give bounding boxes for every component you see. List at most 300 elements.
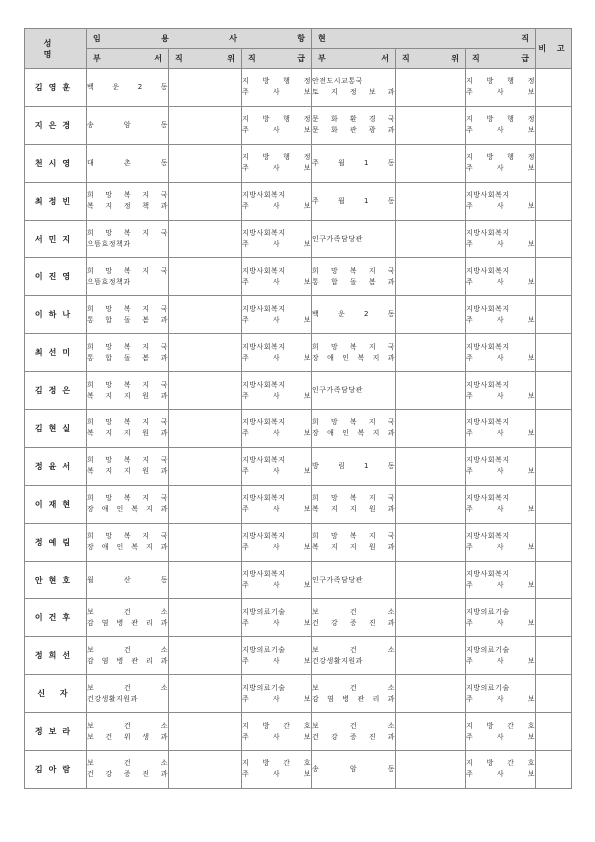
- cur_grade-line: 지방사회복지: [466, 494, 510, 503]
- new_dept-line: 감 염 병 관 리 과: [87, 656, 168, 665]
- new_grade-line: 지방사회복지: [242, 456, 286, 465]
- cur-position-cell: [396, 599, 466, 637]
- new_grade-line: 지 방 행 정: [242, 115, 312, 124]
- new_dept-line: 복 지 지 원 과: [87, 467, 168, 476]
- table-row: [25, 599, 572, 637]
- new-grade-cell: [242, 447, 312, 485]
- cur-position-cell: [396, 296, 466, 334]
- cur-position-cell: [396, 182, 466, 220]
- new_dept-line: 보 건 위 생 과: [87, 732, 168, 741]
- cur_dept-line: 인구가족담당관: [312, 386, 363, 395]
- new-position-cell: [169, 296, 242, 334]
- header-current-text: 현 직: [318, 34, 530, 43]
- new-position-cell: [169, 220, 242, 258]
- new_grade-line: 지방사회복지: [242, 380, 286, 389]
- cur_dept-line: 문 화 관 광 과: [312, 126, 396, 135]
- cur_dept-line: 문 화 환 경 국: [312, 115, 396, 124]
- table-row: [25, 675, 572, 713]
- note-cell: [536, 220, 572, 258]
- cur_dept-line: 토 지 정 보 과: [312, 88, 396, 97]
- cur-dept-cell: [312, 410, 396, 448]
- new-position-cell: [169, 485, 242, 523]
- employee-name: 서민지: [25, 220, 87, 258]
- new-grade-cell: [242, 675, 312, 713]
- new_grade-line: 주 사 보: [242, 770, 312, 779]
- note-cell: [536, 713, 572, 751]
- header-new-dept-text: 부 서: [93, 54, 162, 63]
- new_grade-line: 주 사 보: [242, 240, 312, 248]
- cur-grade-cell: [466, 713, 536, 751]
- table-row: [25, 144, 572, 182]
- cur_dept-line: 건 강 증 진 과: [312, 732, 396, 741]
- table-row: [25, 69, 572, 107]
- new_grade-line: 주 사 보: [242, 315, 312, 324]
- new-dept-cell: [87, 334, 169, 372]
- new_grade-line: 주 사 보: [242, 543, 312, 552]
- table-row: [25, 637, 572, 675]
- header-appointment: [87, 29, 312, 49]
- table-row: [25, 410, 572, 448]
- cur-dept-cell: [312, 144, 396, 182]
- header-new-dept: [87, 49, 169, 69]
- cur_dept-line: 통 합 돌 봄 과: [312, 277, 396, 286]
- new_dept-line: 대 촌 동: [87, 158, 168, 167]
- new-position-cell: [169, 561, 242, 599]
- new_grade-line: 주 사 보: [242, 581, 312, 590]
- note-cell: [536, 675, 572, 713]
- new-grade-cell: [242, 599, 312, 637]
- cur_grade-line: 주 사 보: [466, 770, 536, 779]
- new-position-cell: [169, 372, 242, 410]
- cur_grade-line: 주 사 보: [466, 694, 536, 703]
- new_grade-line: 주 사 보: [242, 126, 312, 135]
- cur-grade-cell: [466, 410, 536, 448]
- employee-name: 최정빈: [25, 182, 87, 220]
- header-note: 비 고: [536, 29, 572, 69]
- note-cell: [536, 182, 572, 220]
- employee-name: 이하나: [25, 296, 87, 334]
- header-new-position: [169, 49, 242, 69]
- cur_grade-line: 주 사 보: [466, 391, 536, 400]
- cur-position-cell: [396, 447, 466, 485]
- new-position-cell: [169, 751, 242, 789]
- new_dept-line: 통 합 돌 봄 과: [87, 353, 168, 362]
- new_dept-line: 보 건 소: [87, 683, 168, 692]
- note-cell: [536, 69, 572, 107]
- new_grade-line: 지방사회복지: [242, 570, 286, 579]
- employee-name: 김현실: [25, 410, 87, 448]
- new_grade-line: 지방사회복지: [242, 532, 286, 541]
- cur_grade-line: 주 사 보: [466, 240, 536, 248]
- table-row: [25, 296, 572, 334]
- note-cell: [536, 144, 572, 182]
- table-row: [25, 561, 572, 599]
- cur_dept-line: 희 망 복 지 국: [312, 266, 396, 275]
- new_grade-line: 주 사 보: [242, 618, 312, 627]
- cur-dept-cell: [312, 561, 396, 599]
- new_grade-line: 지방사회복지: [242, 418, 286, 427]
- cur_dept-line: 인구가족담당관: [312, 234, 363, 243]
- cur-position-cell: [396, 637, 466, 675]
- new_grade-line: 지 방 행 정: [242, 77, 312, 86]
- cur_grade-line: 지방사회복지: [466, 456, 510, 465]
- new-dept-cell: [87, 258, 169, 296]
- new-grade-cell: [242, 144, 312, 182]
- note-cell: [536, 410, 572, 448]
- cur_grade-line: 주 사 보: [466, 732, 536, 741]
- cur-dept-cell: [312, 372, 396, 410]
- cur_grade-line: 주 사 보: [466, 315, 536, 324]
- new-position-cell: [169, 599, 242, 637]
- cur-dept-cell: [312, 599, 396, 637]
- cur-grade-cell: [466, 182, 536, 220]
- new-grade-cell: [242, 523, 312, 561]
- new_dept-line: 복 지 지 원 과: [87, 391, 168, 400]
- new-position-cell: [169, 675, 242, 713]
- cur_grade-line: 지방사회복지: [466, 191, 510, 200]
- new_grade-line: 주 사 보: [242, 429, 312, 438]
- new_grade-line: 주 사 보: [242, 88, 312, 97]
- cur_dept-line: 보 건 소: [312, 683, 396, 692]
- new-grade-cell: [242, 258, 312, 296]
- new-dept-cell: [87, 675, 169, 713]
- new-position-cell: [169, 334, 242, 372]
- cur-position-cell: [396, 523, 466, 561]
- new-position-cell: [169, 258, 242, 296]
- cur_dept-line: 건 강 증 진 과: [312, 618, 396, 627]
- header-new-grade-text: 직 급: [248, 54, 306, 63]
- cur-grade-cell: [466, 485, 536, 523]
- cur-dept-cell: [312, 69, 396, 107]
- cur_grade-line: 지 방 행 정: [466, 115, 536, 124]
- new-grade-cell: [242, 296, 312, 334]
- new-dept-cell: [87, 751, 169, 789]
- new_grade-line: 지방의료기술: [242, 683, 286, 692]
- new-dept-cell: [87, 713, 169, 751]
- new_grade-line: 주 사 보: [242, 277, 312, 286]
- note-cell: [536, 637, 572, 675]
- cur-position-cell: [396, 372, 466, 410]
- cur-dept-cell: [312, 258, 396, 296]
- note-cell: [536, 447, 572, 485]
- new_grade-line: 주 사 보: [242, 164, 312, 173]
- cur_grade-line: 지 방 간 호: [466, 721, 536, 730]
- cur-grade-cell: [466, 144, 536, 182]
- new_dept-line: 희 망 복 지 국: [87, 266, 168, 275]
- cur-dept-cell: [312, 447, 396, 485]
- cur_dept-line: 감 염 병 관 리 과: [312, 694, 396, 703]
- new-position-cell: [169, 182, 242, 220]
- cur_grade-line: 지 방 행 정: [466, 153, 536, 162]
- employee-name: 정윤서: [25, 447, 87, 485]
- cur-grade-cell: [466, 296, 536, 334]
- new-grade-cell: [242, 410, 312, 448]
- cur_grade-line: 주 사 보: [466, 277, 536, 286]
- new_dept-line: 보 건 소: [87, 645, 168, 654]
- employee-name: 천시영: [25, 144, 87, 182]
- new-position-cell: [169, 69, 242, 107]
- new_dept-line: 희 망 복 지 국: [87, 229, 168, 237]
- employee-name: 최선미: [25, 334, 87, 372]
- new-grade-cell: [242, 751, 312, 789]
- cur-position-cell: [396, 106, 466, 144]
- cur-position-cell: [396, 220, 466, 258]
- employee-name: 정보라: [25, 713, 87, 751]
- employee-name: 이재현: [25, 485, 87, 523]
- table-row: [25, 258, 572, 296]
- new_grade-line: 주 사 보: [242, 694, 312, 703]
- cur_dept-line: 장 애 인 복 지 과: [312, 353, 396, 362]
- new-dept-cell: [87, 485, 169, 523]
- new-dept-cell: [87, 69, 169, 107]
- new-dept-cell: [87, 599, 169, 637]
- cur_grade-line: 주 사 보: [466, 126, 536, 135]
- cur_grade-line: 주 사 보: [466, 543, 536, 552]
- new-grade-cell: [242, 561, 312, 599]
- employee-name: 김영훈: [25, 69, 87, 107]
- new_dept-line: 희 망 복 지 국: [87, 532, 168, 541]
- new-position-cell: [169, 106, 242, 144]
- cur_grade-line: 주 사 보: [466, 164, 536, 173]
- cur_grade-line: 주 사 보: [466, 618, 536, 627]
- cur_grade-line: 지 방 간 호: [466, 759, 536, 768]
- new-grade-cell: [242, 69, 312, 107]
- table-row: [25, 447, 572, 485]
- employee-name: 김정은: [25, 372, 87, 410]
- header-cur-position-text: 직 위: [402, 54, 460, 63]
- new_dept-line: 희 망 복 지 국: [87, 342, 168, 351]
- cur_grade-line: 주 사 보: [466, 656, 536, 665]
- new-grade-cell: [242, 334, 312, 372]
- cur_grade-line: 지 방 행 정: [466, 77, 536, 86]
- table-body: [25, 69, 572, 789]
- cur_dept-line: 보 건 소: [312, 721, 396, 730]
- new-position-cell: [169, 523, 242, 561]
- cur_grade-line: 주 사 보: [466, 353, 536, 362]
- new-dept-cell: [87, 182, 169, 220]
- cur-position-cell: [396, 258, 466, 296]
- new_dept-line: 희 망 복 지 국: [87, 494, 168, 503]
- cur_dept-line: 희 망 복 지 국: [312, 532, 396, 541]
- header-cur-grade: [466, 49, 536, 69]
- employee-name: 이진영: [25, 258, 87, 296]
- header-new-grade: [242, 49, 312, 69]
- new_grade-line: 주 사 보: [242, 353, 312, 362]
- cur-grade-cell: [466, 106, 536, 144]
- cur-dept-cell: [312, 296, 396, 334]
- new_grade-line: 지 방 간 호: [242, 721, 312, 730]
- employee-name: 정예림: [25, 523, 87, 561]
- new_dept-line: 복 지 지 원 과: [87, 429, 168, 438]
- table-row: [25, 523, 572, 561]
- cur-grade-cell: [466, 637, 536, 675]
- new_grade-line: 지방사회복지: [242, 342, 286, 351]
- cur_dept-line: 보 건 소: [312, 645, 396, 654]
- new_grade-line: 지방사회복지: [242, 494, 286, 503]
- note-cell: [536, 599, 572, 637]
- new_grade-line: 주 사 보: [242, 505, 312, 514]
- cur-position-cell: [396, 713, 466, 751]
- cur-dept-cell: [312, 523, 396, 561]
- new-grade-cell: [242, 106, 312, 144]
- cur_grade-line: 주 사 보: [466, 202, 536, 211]
- new-dept-cell: [87, 410, 169, 448]
- new_dept-line: 희 망 복 지 국: [87, 418, 168, 427]
- employee-name: 이건후: [25, 599, 87, 637]
- cur_grade-line: 지방사회복지: [466, 304, 510, 313]
- cur-grade-cell: [466, 447, 536, 485]
- cur-dept-cell: [312, 182, 396, 220]
- table-row: [25, 182, 572, 220]
- new_grade-line: 지 방 행 정: [242, 153, 312, 162]
- new_dept-line: 희 망 복 지 국: [87, 191, 168, 200]
- new-position-cell: [169, 637, 242, 675]
- cur-dept-cell: [312, 713, 396, 751]
- table-header: [25, 29, 572, 69]
- cur_grade-line: 지방사회복지: [466, 266, 510, 275]
- cur_dept-line: 복 지 지 원 과: [312, 543, 396, 552]
- new-dept-cell: [87, 106, 169, 144]
- note-cell: [536, 296, 572, 334]
- cur_grade-line: 주 사 보: [466, 429, 536, 438]
- cur-position-cell: [396, 561, 466, 599]
- new_dept-line: 건 강 증 진 과: [87, 770, 168, 779]
- new_dept-line: 보 건 소: [87, 721, 168, 730]
- cur_grade-line: 지방사회복지: [466, 532, 510, 541]
- cur_dept-line: 건강생활지원과: [312, 656, 363, 665]
- cur_grade-line: 지방사회복지: [466, 380, 510, 389]
- cur_dept-line: 주 월 1 동: [312, 196, 396, 205]
- table-row: [25, 334, 572, 372]
- cur-grade-cell: [466, 751, 536, 789]
- cur_dept-line: 안전도시교통국: [312, 77, 363, 86]
- note-cell: [536, 258, 572, 296]
- cur_grade-line: 주 사 보: [466, 467, 536, 476]
- cur_dept-line: 송 암 동: [312, 764, 396, 773]
- new_dept-line: 장 애 인 복 지 과: [87, 543, 168, 552]
- cur-grade-cell: [466, 675, 536, 713]
- header-new-position-text: 직 위: [175, 54, 235, 63]
- new-dept-cell: [87, 447, 169, 485]
- cur-grade-cell: [466, 258, 536, 296]
- new-dept-cell: [87, 220, 169, 258]
- new_dept-line: 장 애 인 복 지 과: [87, 505, 168, 514]
- cur_dept-line: 주 월 1 동: [312, 158, 396, 167]
- cur_dept-line: 백 운 2 동: [312, 310, 396, 319]
- table-row: [25, 485, 572, 523]
- cur-dept-cell: [312, 675, 396, 713]
- cur_dept-line: 복 지 지 원 과: [312, 505, 396, 514]
- cur_grade-line: 주 사 보: [466, 505, 536, 514]
- new-position-cell: [169, 447, 242, 485]
- new-dept-cell: [87, 372, 169, 410]
- new-dept-cell: [87, 523, 169, 561]
- table-row: [25, 372, 572, 410]
- cur_dept-line: 보 건 소: [312, 607, 396, 616]
- cur-position-cell: [396, 334, 466, 372]
- new_dept-line: 희 망 복 지 국: [87, 456, 168, 465]
- header-cur-position: [396, 49, 466, 69]
- new_dept-line: 희 망 복 지 국: [87, 304, 168, 313]
- new-dept-cell: [87, 144, 169, 182]
- new-position-cell: [169, 144, 242, 182]
- new_grade-line: 지방사회복지: [242, 304, 286, 313]
- cur-dept-cell: [312, 220, 396, 258]
- cur-grade-cell: [466, 69, 536, 107]
- cur_grade-line: 주 사 보: [466, 581, 536, 590]
- new_dept-line: 으뜸효정책과: [87, 240, 131, 248]
- new-grade-cell: [242, 220, 312, 258]
- cur-position-cell: [396, 69, 466, 107]
- cur-grade-cell: [466, 334, 536, 372]
- cur-grade-cell: [466, 523, 536, 561]
- new_dept-line: 송 암 동: [87, 120, 168, 129]
- header-appointment-text: 임 용 사 항: [93, 34, 306, 43]
- cur_dept-line: 장 애 인 복 지 과: [312, 429, 396, 438]
- cur_grade-line: 지방의료기술: [466, 645, 510, 654]
- employee-name: 신 자: [25, 675, 87, 713]
- header-cur-dept-text: 부 서: [318, 54, 390, 63]
- table-row: [25, 220, 572, 258]
- cur-dept-cell: [312, 751, 396, 789]
- new-position-cell: [169, 410, 242, 448]
- note-cell: [536, 485, 572, 523]
- cur_dept-line: 희 망 복 지 국: [312, 418, 396, 427]
- cur_grade-line: 지방의료기술: [466, 683, 510, 692]
- new_grade-line: 지방의료기술: [242, 607, 286, 616]
- cur_grade-line: 주 사 보: [466, 88, 536, 97]
- header-name: 성 명: [25, 29, 87, 69]
- new_grade-line: 주 사 보: [242, 732, 312, 741]
- cur-grade-cell: [466, 372, 536, 410]
- new_grade-line: 지방사회복지: [242, 191, 286, 200]
- new_grade-line: 지 방 간 호: [242, 759, 312, 768]
- table-row: [25, 106, 572, 144]
- new_dept-line: 감 염 병 관 리 과: [87, 618, 168, 627]
- employee-name: 정희선: [25, 637, 87, 675]
- cur-grade-cell: [466, 599, 536, 637]
- cur-dept-cell: [312, 485, 396, 523]
- cur-dept-cell: [312, 334, 396, 372]
- new_grade-line: 지방사회복지: [242, 266, 286, 275]
- new-grade-cell: [242, 372, 312, 410]
- new-grade-cell: [242, 637, 312, 675]
- new_grade-line: 주 사 보: [242, 391, 312, 400]
- header-current: [312, 29, 536, 49]
- employee-name: 김아람: [25, 751, 87, 789]
- cur-dept-cell: [312, 106, 396, 144]
- table-row: [25, 751, 572, 789]
- new_dept-line: 백 운 2 동: [87, 82, 168, 91]
- new-position-cell: [169, 713, 242, 751]
- cur-position-cell: [396, 410, 466, 448]
- header-cur-dept: [312, 49, 396, 69]
- new_grade-line: 주 사 보: [242, 656, 312, 665]
- new-grade-cell: [242, 713, 312, 751]
- new_dept-line: 건강생활지원과: [87, 694, 138, 703]
- cur_dept-line: 희 망 복 지 국: [312, 342, 396, 351]
- note-cell: [536, 372, 572, 410]
- cur-position-cell: [396, 144, 466, 182]
- cur_grade-line: 지방사회복지: [466, 418, 510, 427]
- employee-name: 지은경: [25, 106, 87, 144]
- cur_dept-line: 인구가족담당관: [312, 575, 363, 584]
- new_dept-line: 보 건 소: [87, 607, 168, 616]
- note-cell: [536, 523, 572, 561]
- cur_dept-line: 방 림 1 동: [312, 461, 396, 470]
- new_grade-line: 지방의료기술: [242, 645, 286, 654]
- note-cell: [536, 334, 572, 372]
